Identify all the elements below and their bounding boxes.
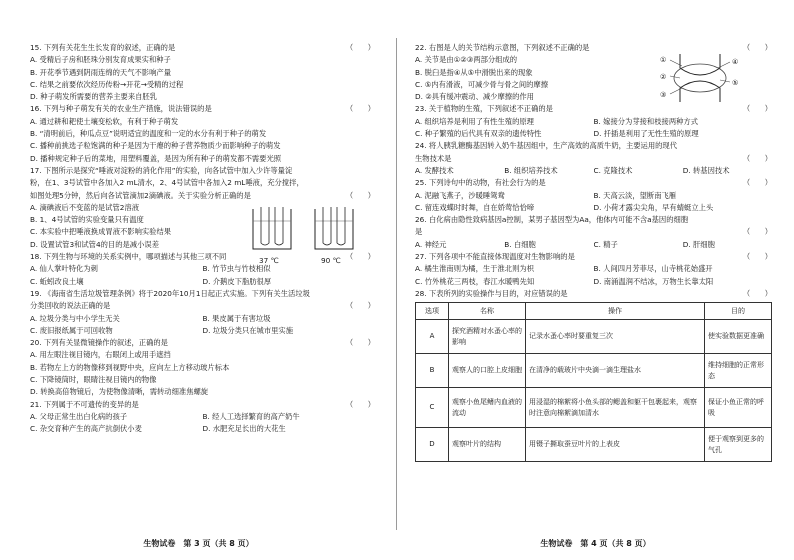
- option-list: [415, 263, 772, 288]
- table-header: 名称: [449, 303, 526, 320]
- question-stem: 20. 下列有关显微镜操作的叙述，正确的是: [30, 338, 168, 348]
- question-15: [30, 42, 375, 103]
- option-C[interactable]: C. ⑤内有滑液，可减少骨与骨之间的摩擦: [415, 79, 549, 89]
- option-D[interactable]: D. 垃圾分类只在城市里实施: [202, 325, 294, 335]
- table-row: [416, 428, 772, 462]
- option-B[interactable]: B. 经人工选择繁育的高产奶牛: [202, 411, 300, 421]
- option-B[interactable]: B. 嫁接分为芽接和枝接两种方式: [593, 116, 699, 126]
- option-C[interactable]: C. 留连戏蝶时时舞，自在娇莺恰恰啼: [415, 202, 535, 212]
- option-A[interactable]: A. 组织培养是利用了有性生殖的原理: [415, 116, 534, 126]
- option-A[interactable]: A. 滴碘液后不变蓝的是试管2溶液: [30, 202, 140, 212]
- experiment-table: [415, 302, 772, 462]
- joint-diagram: [650, 52, 750, 104]
- table-cell: 用浸湿的棉絮将小鱼头部的鳃盖和躯干包裹起来，观察时注意向棉絮滴加清水: [526, 388, 705, 428]
- joint-part-label: ⑤: [732, 79, 739, 87]
- answer-bracket[interactable]: （ ）: [742, 252, 772, 262]
- question-18: [30, 251, 375, 288]
- option-list: [30, 313, 375, 338]
- table-cell: 便于观察到更多的气孔: [705, 428, 772, 462]
- option-A[interactable]: A. 发酵技术: [415, 165, 454, 175]
- option-C[interactable]: C. 杂交育种产生的高产抗倒伏小麦: [30, 424, 142, 434]
- answer-bracket[interactable]: （ ）: [345, 252, 375, 262]
- table-row: [416, 354, 772, 388]
- answer-bracket[interactable]: （ ）: [742, 288, 772, 298]
- table-row: [416, 388, 772, 428]
- option-B[interactable]: B. 白细胞: [504, 239, 536, 249]
- option-D[interactable]: D. 播种规定种子后的菜地，用塑料覆盖，是因为所有种子的萌发都不需要光照: [30, 153, 282, 163]
- option-C[interactable]: C. 竹外桃花三两枝，春江水暖鸭先知: [415, 276, 535, 286]
- option-list: [30, 116, 375, 165]
- table-header-row: [416, 303, 772, 320]
- question-22: [415, 42, 772, 103]
- table-cell: 观察人的口腔上皮细胞: [449, 354, 526, 388]
- option-list: [415, 165, 772, 177]
- table-cell: 探究酒精对水蚤心率的影响: [449, 320, 526, 354]
- option-B[interactable]: B. 组织培养技术: [504, 165, 558, 175]
- table-cell: 在清净的载玻片中央滴一滴生理盐水: [526, 354, 705, 388]
- table-cell: 用镊子撕取蚕豆叶片的上表皮: [526, 428, 705, 462]
- table-cell: 维持细胞的正常形态: [705, 354, 772, 388]
- table-cell: C: [416, 388, 449, 428]
- option-C[interactable]: C. 废旧报纸属于可回收物: [30, 325, 113, 335]
- question-stem: 25. 下列诗句中的动物，有社会行为的是: [415, 178, 546, 188]
- option-D[interactable]: D. ②具有缓冲震动、减少摩擦的作用: [415, 92, 534, 102]
- table-cell: 记录水蚤心率时要重复三次: [526, 320, 705, 354]
- question-stem: 26. 白化病由隐性致病基因a控制，某男子基因型为Aa，他体内可能不含a基因的细胞: [415, 215, 689, 225]
- option-C[interactable]: C. 蚯蚓改良土壤: [30, 276, 84, 286]
- option-list: [415, 239, 772, 251]
- question-20: [30, 337, 375, 398]
- joint-part-label: ③: [660, 91, 667, 99]
- option-D[interactable]: D. 肝细胞: [682, 239, 715, 249]
- option-A[interactable]: A. 泥融飞燕子，沙暖睡鸳鸯: [415, 190, 505, 200]
- question-stem: 15. 下列有关花生生长发育的叙述，正确的是: [30, 43, 176, 52]
- option-D[interactable]: D. 转基因技术: [682, 165, 730, 175]
- option-A[interactable]: A. 用左眼注视目镜内，右眼闭上或用手遮挡: [30, 350, 171, 360]
- option-A[interactable]: A. 父母正常生出白化病的孩子: [30, 411, 128, 421]
- page-footer: 生物试卷 第 3 页（共 8 页）: [143, 539, 254, 548]
- answer-bracket[interactable]: （ ）: [742, 178, 772, 188]
- option-list: [30, 263, 375, 288]
- option-B[interactable]: B. 天高云淡，望断南飞雁: [593, 190, 677, 200]
- option-C[interactable]: C. 播种前挑选子粒饱满的种子是因为干瘪的种子营养物质少而影响种子的萌发: [30, 141, 281, 151]
- question-26: [415, 214, 772, 251]
- question-stem: 粉，在1、3号试管中各加入2 mL清水，2、4号试管中各加入2 mL唾液，充分搅拌，: [30, 178, 304, 188]
- option-C[interactable]: C. 结果之前要依次经历传粉→开花→受精的过程: [30, 79, 184, 89]
- answer-bracket[interactable]: （ ）: [345, 301, 375, 311]
- question-stem: 21. 下列属于不可遗传的变异的是: [30, 399, 139, 409]
- option-A[interactable]: A. 神经元: [415, 239, 447, 249]
- question-stem: 是: [415, 227, 423, 237]
- table-cell: 观察小鱼尾鳍内血液的流动: [449, 388, 526, 428]
- question-stem: 18. 下列生物与环境的关系实例中，哪项描述与其他三项不同: [30, 252, 227, 262]
- answer-bracket[interactable]: （ ）: [742, 43, 772, 52]
- option-B[interactable]: B. 若物左上方的物像移到视野中央，应向左上方移动玻片标本: [30, 362, 230, 372]
- option-B[interactable]: B. 人间四月芳菲尽，山寺桃花始盛开: [593, 264, 713, 274]
- option-A[interactable]: A. 橘生淮南则为橘，生于淮北则为枳: [415, 264, 534, 274]
- option-B[interactable]: B. 竹节虫与竹枝相似: [202, 264, 271, 274]
- questions-column-right: [415, 42, 772, 462]
- option-A[interactable]: A. 通过耕和耙使土壤变松软，有利于种子萌发: [30, 116, 179, 126]
- question-stem: 24. 将人胰乳糖酶基因转入奶牛基因组中，生产高效的高质牛奶，主要运用的现代: [415, 141, 678, 151]
- question-stem: 22. 右图是人的关节结构示意图，下列叙述不正确的是: [415, 43, 590, 52]
- question-28: [415, 288, 772, 462]
- option-list: [415, 190, 772, 215]
- answer-bracket[interactable]: （ ）: [345, 399, 375, 409]
- option-A[interactable]: A. 垃圾分类与中小学生无关: [30, 313, 120, 323]
- answer-bracket[interactable]: （ ）: [345, 43, 375, 52]
- answer-bracket[interactable]: （ ）: [742, 104, 772, 114]
- option-C[interactable]: C. 本实验中把唾液换成胃液不影响实验结果: [30, 227, 172, 237]
- table-row: [416, 320, 772, 354]
- question-24: [415, 140, 772, 177]
- option-B[interactable]: B. 果皮属于有害垃圾: [202, 313, 271, 323]
- option-B[interactable]: B. 脱臼是指④从⑤中滑脱出来的现象: [415, 67, 533, 77]
- option-C[interactable]: C. 精子: [593, 239, 618, 249]
- table-header: 目的: [705, 303, 772, 320]
- beaker-icon: [245, 205, 370, 255]
- option-list: [415, 116, 772, 141]
- answer-bracket[interactable]: （ ）: [345, 338, 375, 348]
- question-stem: 分类回收的说法正确的是: [30, 301, 111, 311]
- question-stem: 19. 《海南省生活垃圾管理条例》将于2020年10月1日起正式实施。下列有关生活垃圾: [30, 288, 310, 298]
- questions-column-left: [30, 42, 375, 436]
- option-D[interactable]: D. 设置试管3和试管4的目的是减小误差: [30, 239, 159, 249]
- option-B[interactable]: B. 1、4号试管的实验变量只有温度: [30, 215, 144, 225]
- beaker-label-37: 37 ℃: [259, 255, 279, 265]
- option-B[interactable]: B. 开花季节遇到阴雨连绵的天气不影响产量: [30, 67, 171, 77]
- answer-bracket[interactable]: （ ）: [742, 227, 772, 237]
- option-list: [30, 54, 375, 103]
- answer-bracket[interactable]: （ ）: [742, 153, 772, 163]
- question-stem: 28. 下表所列的实验操作与目的，对应错误的是: [415, 288, 568, 298]
- option-D[interactable]: D. 种子萌发所需要的营养主要来自胚乳: [30, 92, 158, 102]
- option-list: [30, 349, 375, 398]
- option-D[interactable]: D. 介鹅皮下脂肪很厚: [202, 276, 272, 286]
- answer-bracket[interactable]: （ ）: [345, 190, 375, 200]
- question-stem: 生物技术是: [415, 153, 452, 163]
- question-stem: 如图处理5分钟，然后向各试管滴加2滴碘液。关于实验分析正确的是: [30, 190, 251, 200]
- beaker-label-90: 90 ℃: [321, 255, 341, 265]
- table-cell: D: [416, 428, 449, 462]
- question-21: [30, 399, 375, 436]
- option-D[interactable]: D. 水肥充足长出的大花生: [202, 424, 286, 434]
- table-cell: 保证小鱼正常的呼吸: [705, 388, 772, 428]
- option-A[interactable]: A. 关节是由①②③两部分组成的: [415, 55, 518, 65]
- question-stem: 17. 下图所示是探究“唾液对淀粉的消化作用”的实验，向各试管中加入少许等量淀: [30, 165, 293, 175]
- joint-part-label: ①: [660, 56, 667, 64]
- question-stem: 16. 下列与种子萌发有关的农业生产措施，说法错误的是: [30, 104, 212, 114]
- option-list: [30, 411, 375, 436]
- table-cell: 使实验数据更准确: [705, 320, 772, 354]
- option-C[interactable]: C. 下降镜筒时，眼睛注视目镜内的物像: [30, 375, 157, 385]
- option-A[interactable]: A. 仙人掌叶特化为刺: [30, 264, 98, 274]
- option-D[interactable]: D. 转换高倍物镜后，为使物像清晰，需转动细准焦螺旋: [30, 387, 209, 397]
- joint-part-label: ②: [660, 73, 667, 81]
- question-16: [30, 103, 375, 164]
- table-header: 操作: [526, 303, 705, 320]
- exam-page-4: [397, 0, 794, 560]
- page-footer: 生物试卷 第 4 页（共 8 页）: [540, 539, 651, 548]
- table-cell: A: [416, 320, 449, 354]
- table-cell: 观察叶片的结构: [449, 428, 526, 462]
- table-header: 选项: [416, 303, 449, 320]
- question-stem: 27. 下列各项中不能直接体现温度对生物影响的是: [415, 252, 575, 262]
- question-23: [415, 103, 772, 140]
- answer-bracket[interactable]: （ ）: [345, 104, 375, 114]
- option-D[interactable]: D. 小荷才露尖尖角，早有蜻蜓立上头: [593, 202, 714, 212]
- option-C[interactable]: C. 克隆技术: [593, 165, 633, 175]
- question-27: [415, 251, 772, 288]
- table-cell: B: [416, 354, 449, 388]
- question-stem: 23. 关于植物的生殖，下列叙述不正确的是: [415, 104, 553, 114]
- question-19: [30, 288, 375, 337]
- joint-part-label: ④: [732, 58, 739, 66]
- question-25: [415, 177, 772, 214]
- option-D[interactable]: D. 扦插是利用了无性生殖的原理: [593, 129, 699, 139]
- option-C[interactable]: C. 种子繁殖的后代具有双亲的遗传特性: [415, 129, 542, 139]
- option-B[interactable]: B. “清明前后，种瓜点豆”说明适宜的温度和一定的水分有利于种子的萌发: [30, 129, 267, 139]
- option-A[interactable]: A. 受精后子房和胚珠分别发育成果实和种子: [30, 55, 171, 65]
- option-D[interactable]: D. 南涌温润不结冰，万物生长靠太阳: [593, 276, 714, 286]
